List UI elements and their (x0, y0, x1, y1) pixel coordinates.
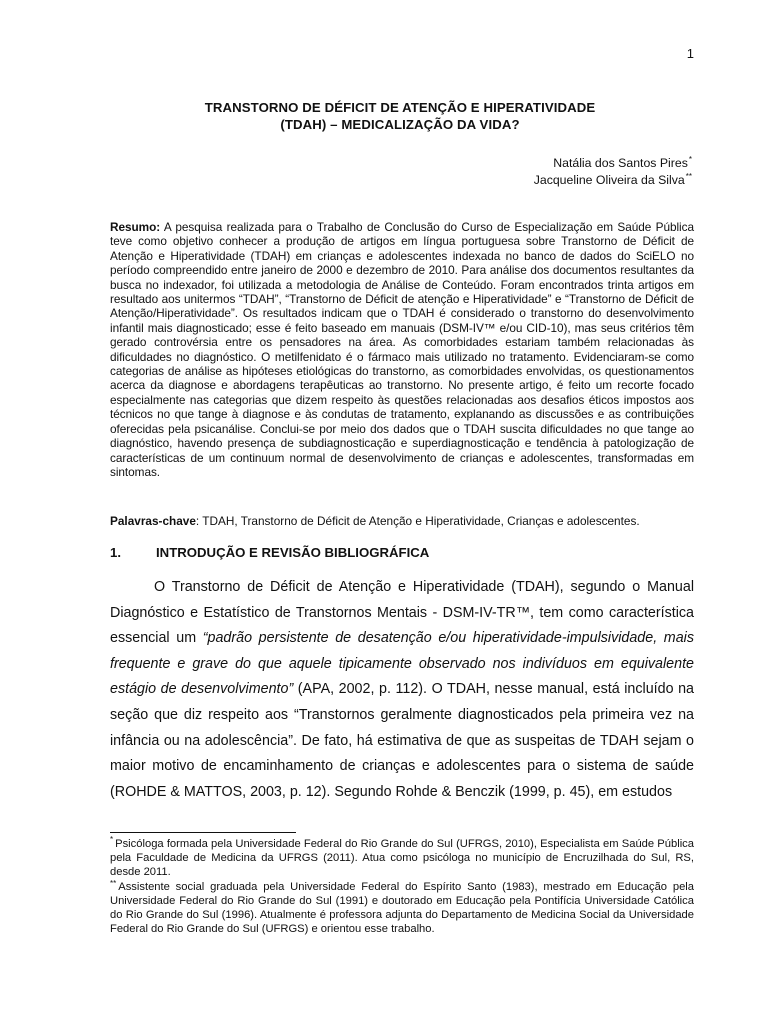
body-paragraph (110, 575, 694, 805)
author-footnote-mark: * (688, 154, 692, 164)
author-name: Natália dos Santos Pires (553, 156, 688, 170)
body-quote: “padrão persistente de desatenção e/ou hiperatividade-impulsividade, mais frequente e grave do que aquele tipicamente observado nos indivíduos em equivalente estágio de desenvolvimento” (110, 630, 694, 698)
author-footnote-mark: ** (685, 171, 692, 181)
footnote-text: Assistente social graduada pela Universidade Federal do Espírito Santo (1983), mestrado em Educação pela Universidade Federal do Rio Grande do Sul (1991) e doutorado em Educação pela Pontifícia Universidade Católica do Rio Grande do Sul (1996). Atualmente é professora adjunta do Departamento de Medicina Social da Universidade Federal do Rio Grande do Sul (UFRGS) e orientou esse trabalho. (110, 881, 694, 935)
footnote-text: Psicóloga formada pela Universidade Federal do Rio Grande do Sul (UFRGS, 2010), Especialista em Saúde Pública pela Faculdade de Medicina da UFRGS (2011). Atua como psicóloga no município de Encruzilhada do Sul, RS, desde 2011. (110, 838, 694, 878)
document-title (110, 99, 690, 133)
title-line-2: (TDAH) – MEDICALIZAÇÃO DA VIDA? (280, 117, 520, 132)
keywords-label: Palavras-chave (110, 514, 196, 528)
page-number: 1 (686, 46, 694, 61)
footnote-2 (110, 878, 694, 936)
abstract-text: A pesquisa realizada para o Trabalho de Conclusão do Curso de Especialização em Saúde Pública teve como objetivo conhecer a produção de artigos em língua portuguesa sobre Transtorno de Déficit de Atenção e Hiperatividade (TDAH) em crianças e adolescentes indexada no banco de dados do SciELO no período compreendido entre janeiro de 2000 e dezembro de 2010. Para análise dos documentos resultantes da busca no indexador, foi utilizada a metodologia de Análise de Conteúdo. Foram encontrados trinta artigos em resultado aos unitermos “TDAH”, “Transtorno de Déficit de atenção e Hiperatividade” e “Transtorno de Déficit de Atenção/Hiperatividade”. Os resultados indicam que o TDAH é considerado o transtorno do desenvolvimento infantil mais diagnosticado; esse é feito baseado em manuais (DSM-IV™ e/ou CID-10), mas seus critérios têm gerado controvérsia entre os pensadores na área. As comorbidades estariam também relacionadas às dificuldades no diagnóstico. O metilfenidato é o fármaco mais utilizado no tratamento. Evidenciaram-se como categorias de análise as hipóteses etiológicas do transtorno, as comorbidades envolvidas, os questionamentos acerca da diagnose e abordagens terapêuticas ao transtorno. No presente artigo, é feito um recorte focado especialmente nas categorias que dizem respeito às questões relacionadas aos desafios éticos impostos aos técnicos no que tange à diagnose e às condutas de tratamento, explanando as discussões e as contribuições oferecidas pela psicanálise. Conclui-se por meio dos dados que o TDAH suscita dificuldades no que tange ao diagnóstico, havendo presença de subdiagnosticação e superdiagnosticação e tendência à patologização de características de um continuum normal de desenvolvimento de crianças e adolescentes, transformadas em sintomas. (110, 220, 694, 479)
section-number: 1. (110, 545, 121, 560)
keywords-text: : TDAH, Transtorno de Déficit de Atenção e Hiperatividade, Crianças e adolescentes. (195, 514, 640, 528)
author-list (534, 155, 692, 189)
footnote-mark: * (110, 835, 114, 845)
abstract-label: Resumo: (110, 220, 161, 234)
section-heading (110, 544, 694, 562)
footnote-separator (110, 832, 296, 833)
abstract (110, 220, 694, 479)
footnotes (110, 835, 694, 939)
author-1 (534, 155, 692, 172)
body-text-part-1: O Transtorno de Déficit de Atenção e Hiperatividade (TDAH), segundo o Manual Diagnóstico e Estatístico de Transtornos Mentais - DSM-IV-TR™, tem como característica essencial um (110, 579, 694, 647)
section-title: INTRODUÇÃO E REVISÃO BIBLIOGRÁFICA (156, 545, 430, 560)
footnote-mark: ** (110, 878, 117, 888)
footnote-1 (110, 835, 694, 879)
keywords (110, 514, 694, 528)
body-text-part-2: (APA, 2002, p. 112). O TDAH, nesse manual, está incluído na seção que diz respeito aos “Transtornos geralmente diagnosticados pela primeira vez na infância ou na adolescência”. De fato, há estimativa de que as suspeitas de TDAH sejam o maior motivo de encaminhamento de crianças e adolescentes para o sistema de saúde (ROHDE & MATTOS, 2003, p. 12). Segundo Rohde & Benczik (1999, p. 45), em estudos (110, 681, 695, 800)
author-name: Jacqueline Oliveira da Silva (533, 173, 685, 187)
author-2 (534, 172, 692, 189)
title-line-1: TRANSTORNO DE DÉFICIT DE ATENÇÃO E HIPERATIVIDADE (204, 100, 596, 115)
